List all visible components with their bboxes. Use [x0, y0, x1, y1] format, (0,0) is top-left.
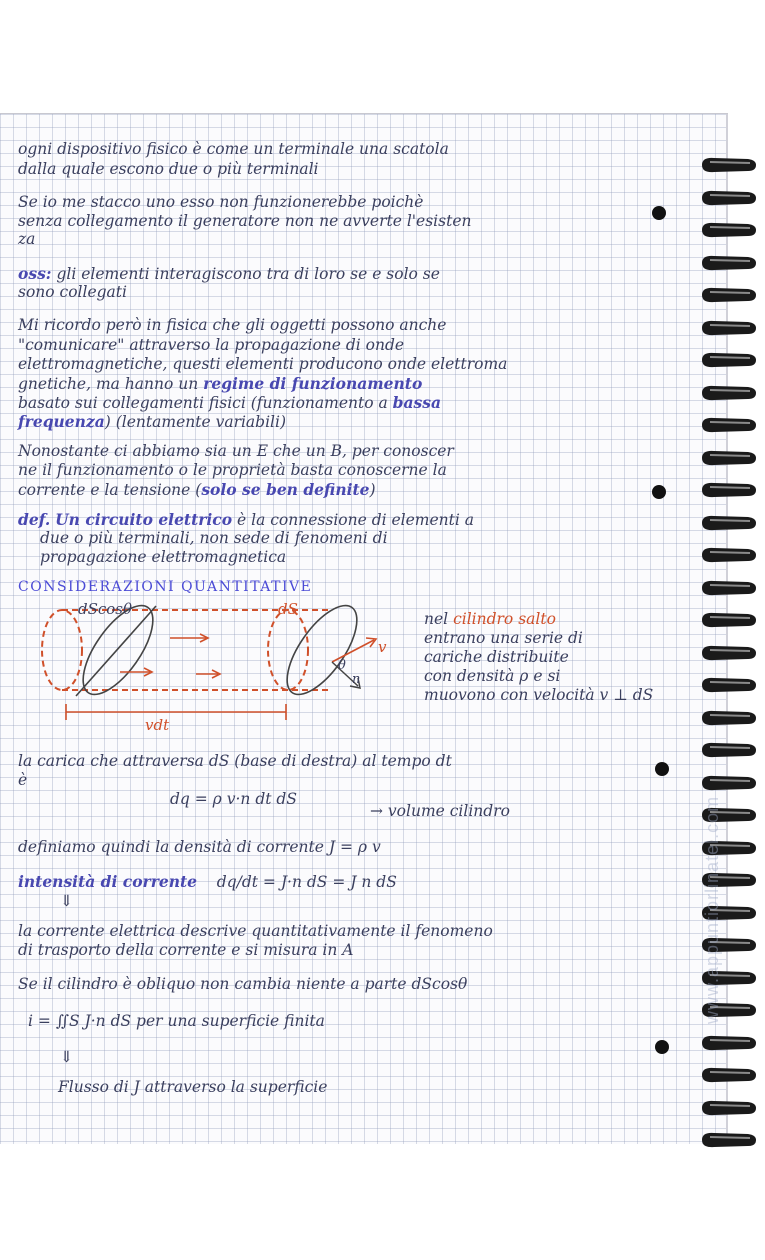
label-theta: θ	[338, 658, 346, 673]
note-text: )	[369, 481, 376, 499]
spiral-ring	[700, 350, 758, 370]
note-line	[18, 510, 690, 530]
watermark: www.appuntiorlinatel.com	[702, 795, 722, 1025]
cylinder-right-base	[268, 610, 308, 690]
spiral-ring	[700, 220, 758, 240]
spiral-ring	[700, 415, 758, 435]
spiral-ring	[700, 610, 758, 630]
note-text: corrente e la tensione (	[18, 481, 202, 499]
note-line: due o più terminali, non sede di fenomeni di	[40, 529, 388, 547]
note-highlight: intensità di corrente	[18, 872, 198, 891]
cylinder-left-base	[42, 610, 82, 690]
note-line	[18, 480, 690, 500]
note-highlight: frequenza	[18, 412, 105, 431]
note-text: basato sui collegamenti fisici (funzionamento a	[18, 394, 388, 412]
note-line: con densità ρ e si	[424, 667, 561, 685]
spiral-ring	[700, 253, 758, 273]
label-n: n	[352, 672, 361, 687]
note-line: di trasporto della corrente e si misura in A	[18, 941, 354, 959]
note-line: elettromagnetiche, questi elementi producono onde elettroma	[18, 355, 508, 373]
note-line: senza collegamento il generatore non ne avverte l'esisten	[18, 212, 472, 230]
note-red: cilindro salto	[453, 610, 556, 628]
note-text: ) (lentamente variabili)	[104, 413, 287, 431]
spiral-ring	[700, 578, 758, 598]
spiral-ring	[700, 480, 758, 500]
punch-hole	[655, 1040, 669, 1054]
note-text: gli elementi interagiscono tra di loro se e solo se	[56, 265, 440, 283]
note-line	[424, 610, 684, 629]
note-line: la carica che attraversa dS (base di destra) al tempo dt	[18, 752, 452, 770]
label-ds: dS	[278, 600, 298, 618]
note-line: Nonostante ci abbiamo sia un E che un B, per conoscer	[18, 442, 454, 460]
note-highlight: regime di funzionamento	[203, 374, 423, 393]
note-highlight: Un circuito elettrico	[55, 510, 233, 529]
label-v: v	[378, 638, 387, 656]
note-text: è la connessione di elementi a	[237, 511, 475, 529]
note-line: propagazione elettromagnetica	[40, 548, 287, 566]
note-highlight: solo se ben definite	[201, 480, 370, 499]
spiral-ring	[700, 1130, 758, 1150]
note-line: la corrente elettrica descrive quantitativamente il fenomeno	[18, 922, 493, 940]
section-heading: CONSIDERAZIONI QUANTITATIVE	[18, 579, 313, 595]
note-line: za	[18, 230, 36, 248]
note-line	[18, 374, 690, 394]
note-text: dq/dt = J·n dS = J n dS	[216, 873, 397, 891]
spiral-ring	[700, 675, 758, 695]
note-label: def.	[18, 510, 51, 529]
spiral-ring	[700, 383, 758, 403]
spiral-ring	[700, 155, 758, 175]
note-line: entrano una serie di	[424, 629, 583, 647]
note-line: cariche distribuite	[424, 648, 569, 666]
note-line: ogni dispositivo fisico è come un terminale una scatola	[18, 140, 449, 158]
note-line: dalla quale escono due o più terminali	[18, 160, 319, 178]
label-vdt: vdt	[145, 716, 170, 734]
note-line: Mi ricordo però in fisica che gli oggetti possono anche	[18, 316, 447, 334]
note-line: ne il funzionamento o le proprietà basta conoscerne la	[18, 461, 447, 479]
note-line	[18, 393, 690, 413]
note-line: Flusso di J attraverso la superficie	[58, 1078, 328, 1096]
note-line: Se il cilindro è obliquo non cambia niente a parte dScosθ	[18, 975, 468, 993]
note-line: Se io me stacco uno esso non funzionerebbe poichè	[18, 193, 424, 211]
note-line: sono collegati	[18, 283, 127, 301]
label-dscos: dScosθ	[78, 600, 133, 618]
note-text: nel	[424, 610, 449, 628]
note-line: → volume cilindro	[370, 802, 510, 820]
spiral-ring	[700, 643, 758, 663]
note-label: oss:	[18, 264, 52, 283]
formula-line: dq = ρ v·n dt dS	[170, 790, 297, 808]
cylinder-diagram	[20, 598, 440, 738]
note-line: "comunicare" attraverso la propagazione di onde	[18, 336, 405, 354]
note-highlight: bassa	[392, 393, 442, 412]
formula-line: i = ∬S J·n dS per una superficie finita	[28, 1012, 325, 1030]
spiral-ring	[700, 285, 758, 305]
note-line	[18, 872, 690, 892]
spiral-ring	[700, 188, 758, 208]
note-line: muovono con velocità v ⊥ dS	[424, 686, 654, 704]
note-line	[18, 412, 690, 432]
implies-arrow: ⇓	[60, 1048, 73, 1066]
note-line: è	[18, 771, 28, 789]
implies-arrow: ⇓	[60, 892, 73, 910]
spiral-ring	[700, 448, 758, 468]
note-line: definiamo quindi la densità di corrente J = ρ v	[18, 838, 381, 856]
spiral-ring	[700, 318, 758, 338]
note-text: gnetiche, ma hanno un	[18, 375, 199, 393]
note-line	[18, 264, 690, 284]
